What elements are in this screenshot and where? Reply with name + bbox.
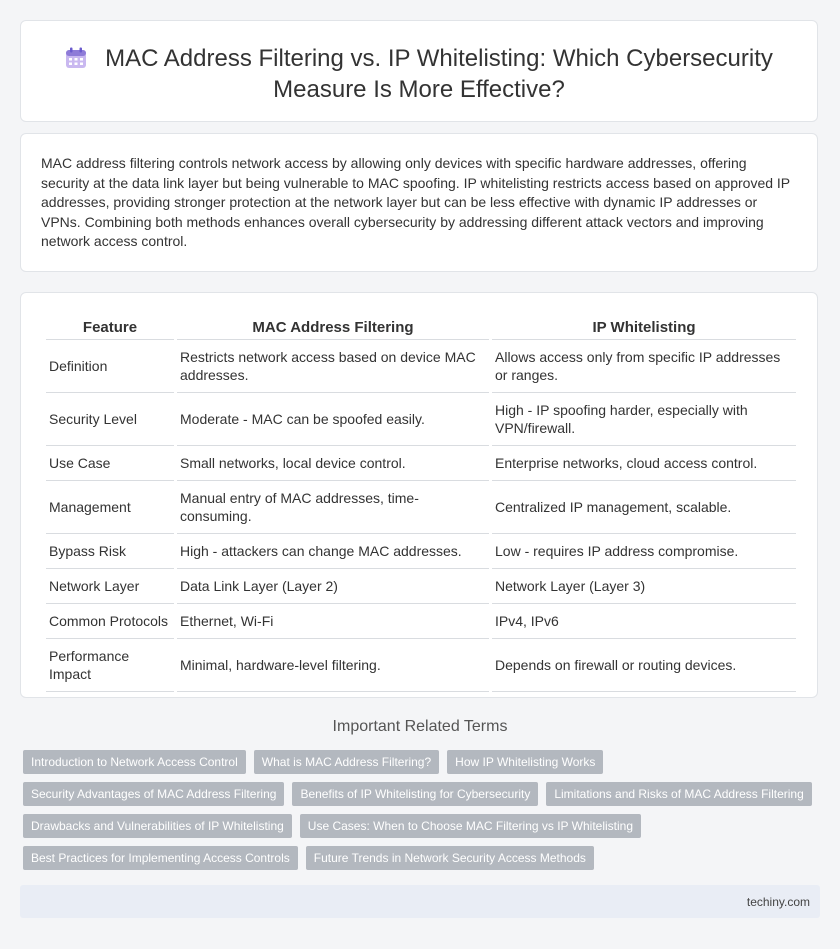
table-row bbox=[46, 569, 796, 604]
cell-mac: High - attackers can change MAC addresses. bbox=[177, 534, 489, 569]
related-term-tag[interactable]: Drawbacks and Vulnerabilities of IP Whitelisting bbox=[23, 814, 292, 838]
summary-text: MAC address filtering controls network access by allowing only devices with specific hardware addresses, offering security at the data link layer but being vulnerable to MAC spoofing. IP whitelisting restricts access based on approved IP addresses, providing stronger protection at the network layer but can be less effective with dynamic IP addresses or VPNs. Combining both methods enhances overall cybersecurity by addressing different attack vectors and improving network access control. bbox=[41, 155, 790, 249]
related-term-tag[interactable]: What is MAC Address Filtering? bbox=[254, 750, 439, 774]
cell-ip: IPv4, IPv6 bbox=[492, 604, 796, 639]
comparison-table bbox=[43, 315, 799, 692]
header-ip: IP Whitelisting bbox=[492, 315, 796, 340]
cell-feature: Management bbox=[46, 481, 174, 534]
related-term-tag[interactable]: How IP Whitelisting Works bbox=[447, 750, 603, 774]
related-term-tag[interactable]: Use Cases: When to Choose MAC Filtering vs IP Whitelisting bbox=[300, 814, 641, 838]
page-title-block bbox=[21, 43, 817, 105]
related-terms bbox=[23, 750, 823, 878]
cell-feature: Bypass Risk bbox=[46, 534, 174, 569]
cell-ip: Allows access only from specific IP addresses or ranges. bbox=[492, 340, 796, 393]
table-row bbox=[46, 393, 796, 446]
header-mac: MAC Address Filtering bbox=[177, 315, 489, 340]
cell-mac: Restricts network access based on device MAC addresses. bbox=[177, 340, 489, 393]
cell-ip: Depends on firewall or routing devices. bbox=[492, 639, 796, 692]
cell-mac: Small networks, local device control. bbox=[177, 446, 489, 481]
cell-ip: High - IP spoofing harder, especially with VPN/firewall. bbox=[492, 393, 796, 446]
footer bbox=[20, 885, 820, 918]
cell-mac: Manual entry of MAC addresses, time-consuming. bbox=[177, 481, 489, 534]
cell-feature: Use Case bbox=[46, 446, 174, 481]
related-term-tag[interactable]: Benefits of IP Whitelisting for Cybersecurity bbox=[292, 782, 538, 806]
calendar-icon bbox=[65, 47, 87, 69]
cell-feature: Performance Impact bbox=[46, 639, 174, 692]
cell-feature: Network Layer bbox=[46, 569, 174, 604]
cell-feature: Security Level bbox=[46, 393, 174, 446]
tag-row bbox=[23, 846, 823, 870]
cell-feature: Definition bbox=[46, 340, 174, 393]
table-row bbox=[46, 340, 796, 393]
related-term-tag[interactable]: Future Trends in Network Security Access Methods bbox=[306, 846, 594, 870]
footer-site[interactable]: techiny.com bbox=[746, 895, 810, 909]
cell-ip: Enterprise networks, cloud access control. bbox=[492, 446, 796, 481]
cell-ip: Network Layer (Layer 3) bbox=[492, 569, 796, 604]
comparison-table-card bbox=[20, 292, 818, 698]
cell-mac: Minimal, hardware-level filtering. bbox=[177, 639, 489, 692]
cell-mac: Moderate - MAC can be spoofed easily. bbox=[177, 393, 489, 446]
page-title: MAC Address Filtering vs. IP Whitelisting: Which Cybersecurity Measure Is More Effective? bbox=[105, 45, 773, 103]
related-terms-heading: Important Related Terms bbox=[332, 718, 508, 735]
summary-card bbox=[20, 133, 818, 272]
related-term-tag[interactable]: Introduction to Network Access Control bbox=[23, 750, 246, 774]
cell-mac: Ethernet, Wi-Fi bbox=[177, 604, 489, 639]
table-row bbox=[46, 604, 796, 639]
table-row bbox=[46, 446, 796, 481]
cell-ip: Centralized IP management, scalable. bbox=[492, 481, 796, 534]
header-feature: Feature bbox=[46, 315, 174, 340]
tag-row bbox=[23, 814, 823, 838]
tag-row bbox=[23, 750, 823, 774]
cell-feature: Common Protocols bbox=[46, 604, 174, 639]
table-row bbox=[46, 534, 796, 569]
cell-mac: Data Link Layer (Layer 2) bbox=[177, 569, 489, 604]
table-header-row bbox=[46, 315, 796, 340]
cell-ip: Low - requires IP address compromise. bbox=[492, 534, 796, 569]
table-row bbox=[46, 639, 796, 692]
title-card bbox=[20, 20, 818, 122]
related-term-tag[interactable]: Security Advantages of MAC Address Filtering bbox=[23, 782, 284, 806]
related-term-tag[interactable]: Limitations and Risks of MAC Address Filtering bbox=[546, 782, 811, 806]
related-term-tag[interactable]: Best Practices for Implementing Access Controls bbox=[23, 846, 298, 870]
tag-row bbox=[23, 782, 823, 806]
table-row bbox=[46, 481, 796, 534]
